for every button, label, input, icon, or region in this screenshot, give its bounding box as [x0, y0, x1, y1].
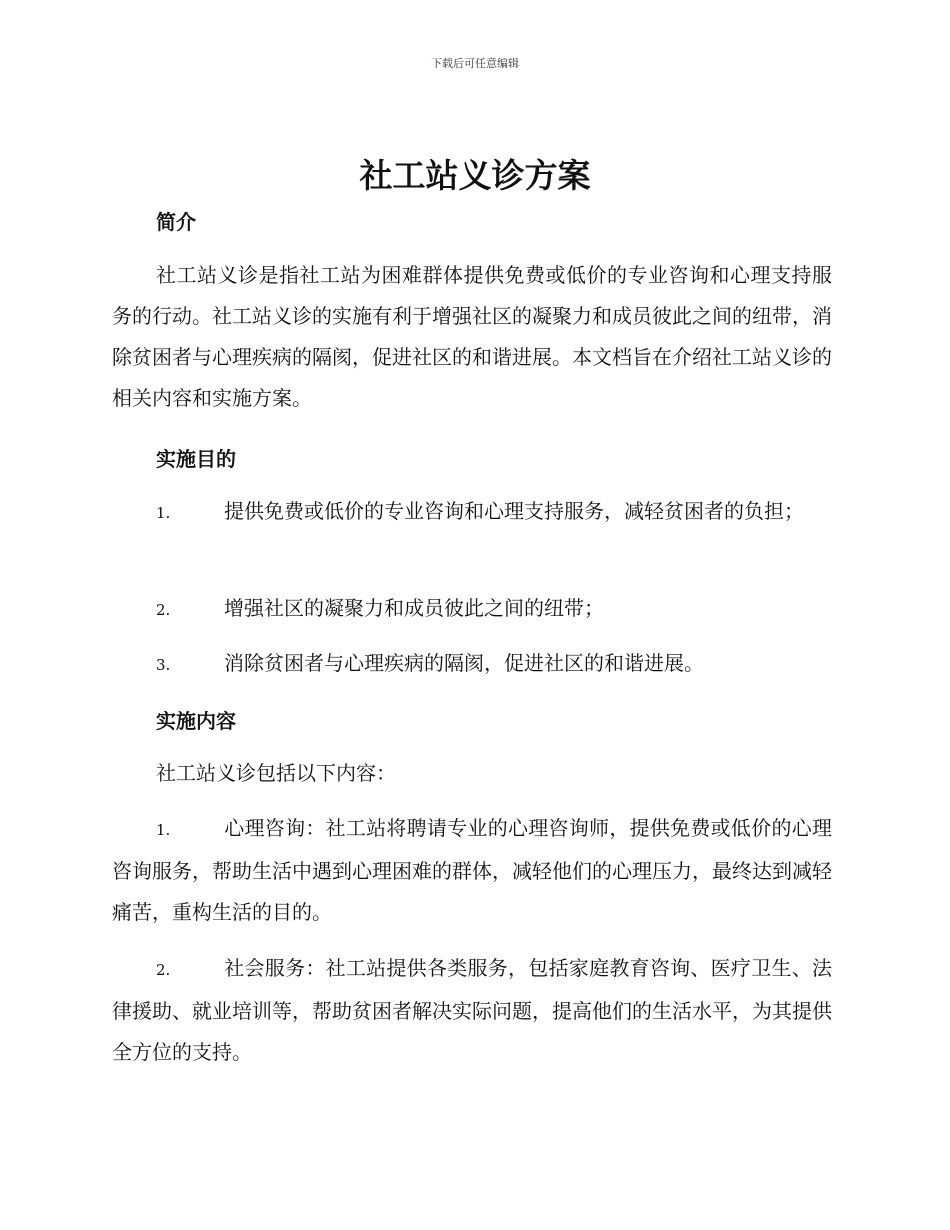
list-number: 3. [156, 656, 171, 674]
list-number: 2. [156, 601, 171, 619]
content-intro: 社工站义诊包括以下内容： [156, 761, 396, 785]
list-text: 心理咨询：社工站将聘请专业的心理咨询师，提供免费或低价的心理咨询服务，帮助生活中遇到心理困难的群体，减轻他们的心理压力，最终达到减轻痛苦，重构生活的目的。 [112, 816, 832, 924]
document-title: 社工站义诊方案 [359, 156, 591, 195]
intro-paragraph: 社工站义诊是指社工站为困难群体提供免费或低价的专业咨询和心理支持服务的行动。社工站义诊的实施有利于增强社区的凝聚力和成员彼此之间的纽带，消除贫困者与心理疾病的隔阂，促进社区的和谐进展。本文档旨在介绍社工站义诊的相关内容和实施方案。 [112, 263, 832, 410]
list-number: 1. [156, 504, 171, 522]
section-heading-content: 实施内容 [156, 709, 236, 733]
list-text: 提供免费或低价的专业咨询和心理支持服务，减轻贫困者的负担； [224, 499, 804, 523]
goal-list-item [112, 588, 832, 631]
list-text: 消除贫困者与心理疾病的隔阂，促进社区的和谐进展。 [224, 651, 704, 675]
list-number: 2. [156, 961, 171, 979]
list-number: 1. [156, 821, 171, 839]
section-heading-intro: 简介 [156, 210, 196, 234]
page-header: 下载后可任意编辑 [431, 57, 519, 70]
list-text: 社会服务：社工站提供各类服务，包括家庭教育咨询、医疗卫生、法律援助、就业培训等，帮助贫困者解决实际问题，提高他们的生活水平，为其提供全方位的支持。 [112, 956, 832, 1064]
content-list-item [112, 808, 832, 933]
goal-list-item [112, 643, 832, 686]
goal-list-item [112, 491, 832, 534]
section-heading-goals: 实施目的 [156, 447, 236, 471]
list-text: 增强社区的凝聚力和成员彼此之间的纽带； [224, 596, 604, 620]
content-list-item [112, 948, 832, 1073]
